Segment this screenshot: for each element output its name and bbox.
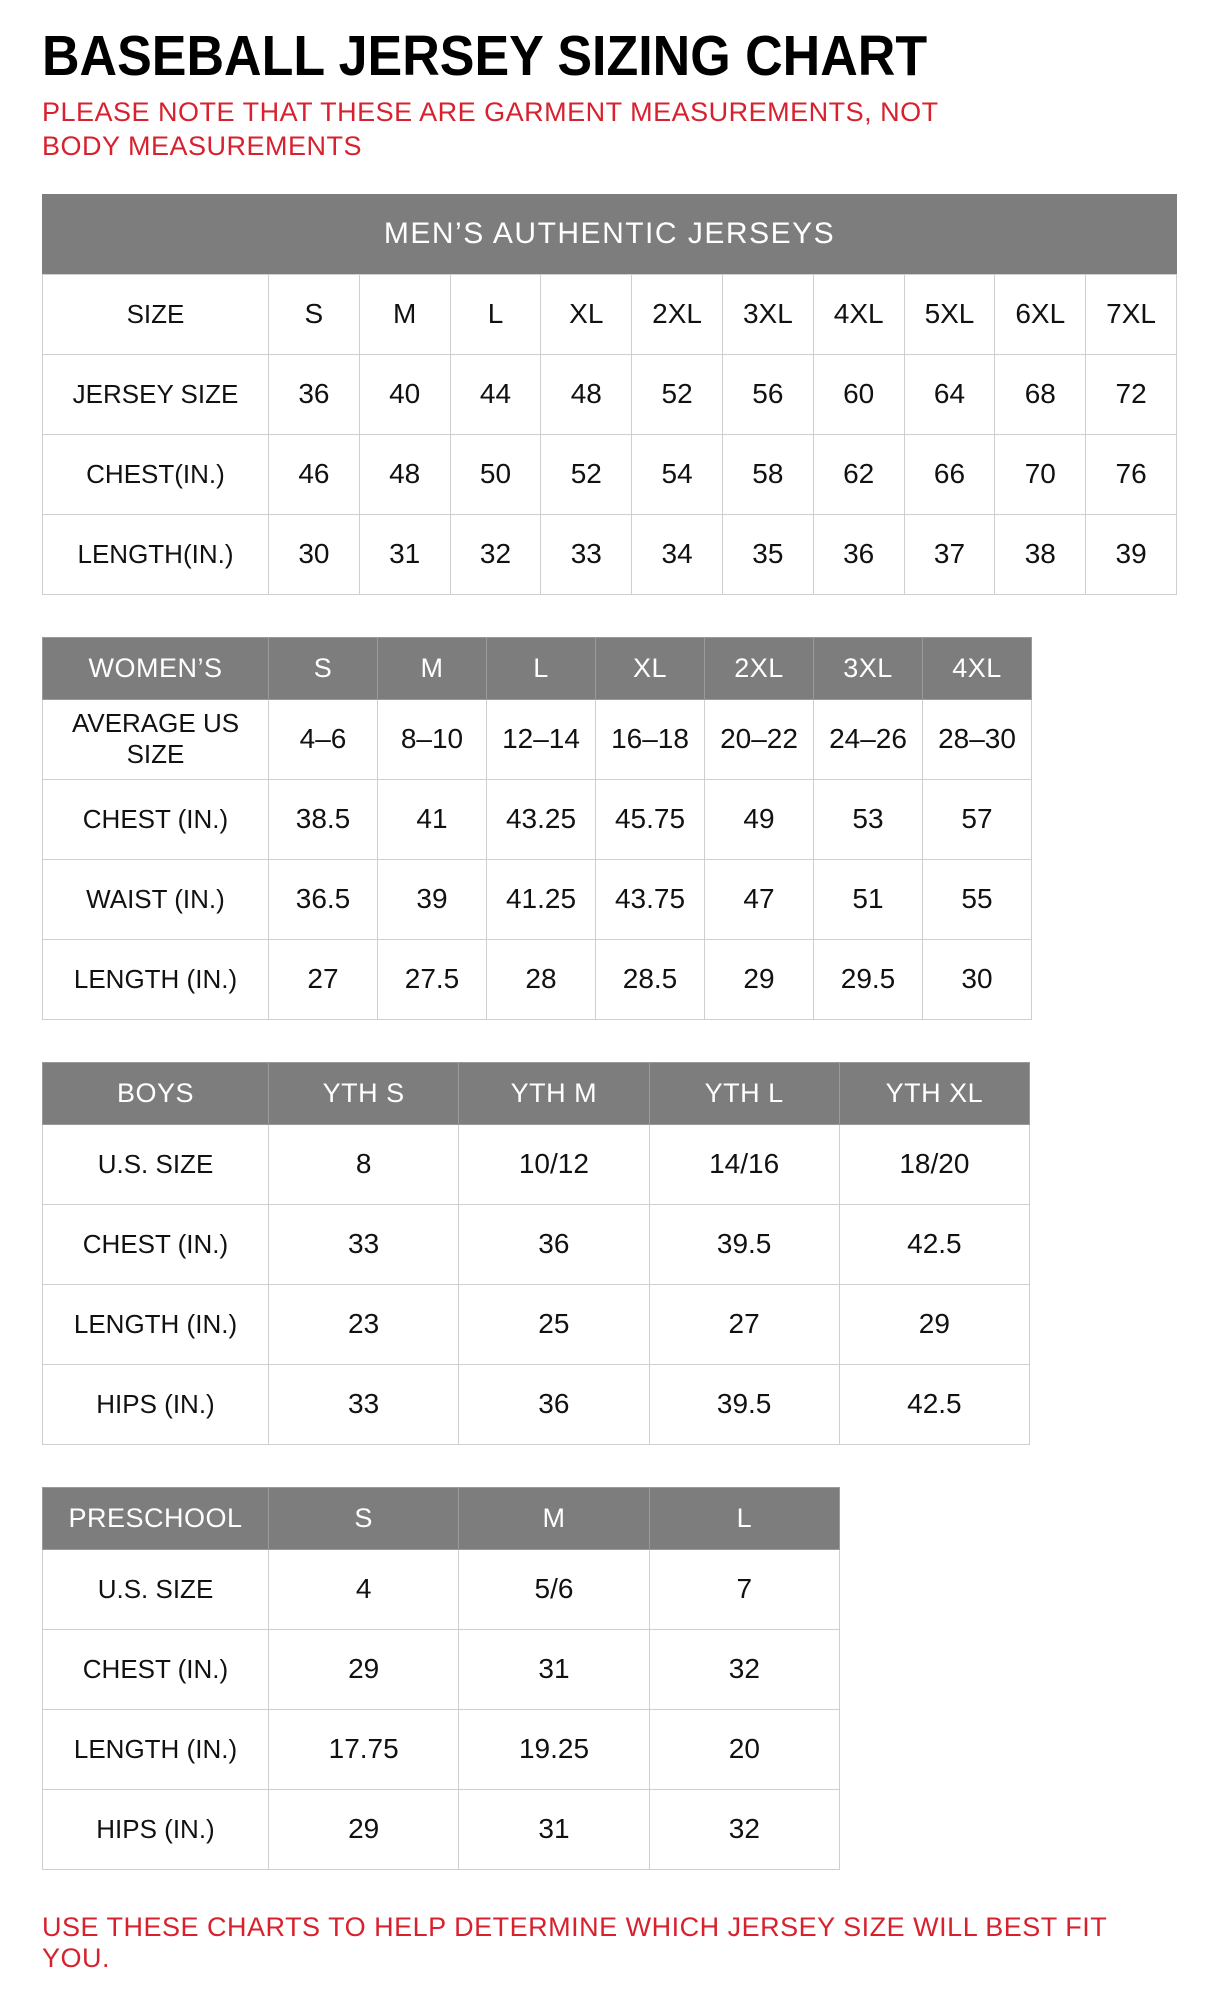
value-cell: 55 (923, 859, 1032, 939)
column-header-cell: 3XL (814, 637, 923, 699)
value-cell: 7 (649, 1549, 839, 1629)
value-cell: 33 (269, 1364, 459, 1444)
column-header-cell: XL (596, 637, 705, 699)
column-header-cell: WOMEN’S (43, 637, 269, 699)
row-label-cell: AVERAGE US SIZE (43, 699, 269, 779)
column-header-cell: M (378, 637, 487, 699)
column-header-cell: YTH XL (839, 1062, 1029, 1124)
value-cell: 64 (904, 354, 995, 434)
value-cell: 29 (839, 1284, 1029, 1364)
table-row (43, 1549, 840, 1629)
value-cell: 41.25 (487, 859, 596, 939)
column-header-cell: YTH M (459, 1062, 649, 1124)
mens-table-banner: MEN’S AUTHENTIC JERSEYS (42, 194, 1177, 274)
table-row (43, 859, 1032, 939)
value-cell: 57 (923, 779, 1032, 859)
value-cell: 66 (904, 434, 995, 514)
column-header-cell: 2XL (705, 637, 814, 699)
value-cell: 12–14 (487, 699, 596, 779)
value-cell: 3XL (722, 274, 813, 354)
row-label-cell: LENGTH(IN.) (43, 514, 269, 594)
value-cell: 39 (1086, 514, 1177, 594)
value-cell: 4 (269, 1549, 459, 1629)
value-cell: 38 (995, 514, 1086, 594)
column-header-cell: 4XL (923, 637, 1032, 699)
value-cell: 5/6 (459, 1549, 649, 1629)
column-header-cell: S (269, 637, 378, 699)
value-cell: 28–30 (923, 699, 1032, 779)
table-row (43, 699, 1032, 779)
value-cell: 19.25 (459, 1709, 649, 1789)
value-cell: 4–6 (269, 699, 378, 779)
value-cell: 31 (359, 514, 450, 594)
value-cell: 28.5 (596, 939, 705, 1019)
value-cell: 30 (269, 514, 360, 594)
value-cell: 14/16 (649, 1124, 839, 1204)
value-cell: 60 (813, 354, 904, 434)
boys-sizing-table (42, 1062, 1030, 1445)
value-cell: 56 (722, 354, 813, 434)
header-row (43, 1487, 840, 1549)
value-cell: 42.5 (839, 1364, 1029, 1444)
value-cell: 51 (814, 859, 923, 939)
value-cell: 36 (269, 354, 360, 434)
value-cell: 46 (269, 434, 360, 514)
value-cell: 2XL (632, 274, 723, 354)
garment-measurement-note: PLEASE NOTE THAT THESE ARE GARMENT MEASUREMENTS, NOT BODY MEASUREMENTS (42, 97, 939, 161)
value-cell: 20–22 (705, 699, 814, 779)
value-cell: 32 (649, 1789, 839, 1869)
value-cell: 38.5 (269, 779, 378, 859)
value-cell: 39.5 (649, 1204, 839, 1284)
value-cell: 32 (450, 514, 541, 594)
value-cell: 34 (632, 514, 723, 594)
header-row (43, 637, 1032, 699)
column-header-cell: L (487, 637, 596, 699)
column-header-cell: L (649, 1487, 839, 1549)
table-row (43, 939, 1032, 1019)
value-cell: 43.75 (596, 859, 705, 939)
value-cell: 40 (359, 354, 450, 434)
value-cell: 42.5 (839, 1204, 1029, 1284)
row-label-cell: LENGTH (IN.) (43, 1284, 269, 1364)
table-row (43, 514, 1177, 594)
row-label-cell: CHEST (IN.) (43, 1204, 269, 1284)
value-cell: 49 (705, 779, 814, 859)
value-cell: 33 (541, 514, 632, 594)
row-label-cell: CHEST(IN.) (43, 434, 269, 514)
value-cell: 28 (487, 939, 596, 1019)
column-header-cell: YTH S (269, 1062, 459, 1124)
value-cell: 36 (459, 1364, 649, 1444)
row-label-cell: U.S. SIZE (43, 1124, 269, 1204)
value-cell: 44 (450, 354, 541, 434)
value-cell: 6XL (995, 274, 1086, 354)
row-label-cell: LENGTH (IN.) (43, 939, 269, 1019)
value-cell: 27 (269, 939, 378, 1019)
value-cell: 8–10 (378, 699, 487, 779)
row-label-cell: U.S. SIZE (43, 1549, 269, 1629)
column-header-cell: M (459, 1487, 649, 1549)
value-cell: 8 (269, 1124, 459, 1204)
value-cell: 33 (269, 1204, 459, 1284)
value-cell: 76 (1086, 434, 1177, 514)
value-cell: 36 (813, 514, 904, 594)
table-row (43, 1629, 840, 1709)
value-cell: 72 (1086, 354, 1177, 434)
table-row (43, 1709, 840, 1789)
mens-sizing-table (42, 274, 1177, 595)
value-cell: 39 (378, 859, 487, 939)
value-cell: 43.25 (487, 779, 596, 859)
row-label-cell: WAIST (IN.) (43, 859, 269, 939)
table-row (43, 434, 1177, 514)
row-label-cell: SIZE (43, 274, 269, 354)
value-cell: 29 (269, 1629, 459, 1709)
value-cell: 31 (459, 1789, 649, 1869)
value-cell: 10/12 (459, 1124, 649, 1204)
value-cell: 4XL (813, 274, 904, 354)
table-row (43, 274, 1177, 354)
value-cell: 32 (649, 1629, 839, 1709)
page-title: BASEBALL JERSEY SIZING CHART (42, 25, 928, 88)
value-cell: 68 (995, 354, 1086, 434)
value-cell: 48 (359, 434, 450, 514)
value-cell: S (269, 274, 360, 354)
value-cell: 45.75 (596, 779, 705, 859)
value-cell: 35 (722, 514, 813, 594)
row-label-cell: LENGTH (IN.) (43, 1709, 269, 1789)
row-label-cell: HIPS (IN.) (43, 1364, 269, 1444)
value-cell: L (450, 274, 541, 354)
table-row (43, 779, 1032, 859)
header-row (43, 1062, 1030, 1124)
column-header-cell: S (269, 1487, 459, 1549)
value-cell: 31 (459, 1629, 649, 1709)
column-header-cell: YTH L (649, 1062, 839, 1124)
value-cell: 18/20 (839, 1124, 1029, 1204)
value-cell: 23 (269, 1284, 459, 1364)
value-cell: 27 (649, 1284, 839, 1364)
mens-table-section (42, 194, 1178, 595)
preschool-sizing-table (42, 1487, 840, 1870)
table-row (43, 1124, 1030, 1204)
row-label-cell: CHEST (IN.) (43, 779, 269, 859)
value-cell: 58 (722, 434, 813, 514)
value-cell: 20 (649, 1709, 839, 1789)
value-cell: 36.5 (269, 859, 378, 939)
value-cell: 25 (459, 1284, 649, 1364)
value-cell: 29 (705, 939, 814, 1019)
value-cell: 24–26 (814, 699, 923, 779)
value-cell: 29.5 (814, 939, 923, 1019)
row-label-cell: CHEST (IN.) (43, 1629, 269, 1709)
table-row (43, 1364, 1030, 1444)
table-row (43, 354, 1177, 434)
value-cell: 52 (632, 354, 723, 434)
table-row (43, 1789, 840, 1869)
value-cell: 29 (269, 1789, 459, 1869)
value-cell: 47 (705, 859, 814, 939)
value-cell: 30 (923, 939, 1032, 1019)
column-header-cell: PRESCHOOL (43, 1487, 269, 1549)
value-cell: 7XL (1086, 274, 1177, 354)
value-cell: 62 (813, 434, 904, 514)
column-header-cell: BOYS (43, 1062, 269, 1124)
value-cell: 16–18 (596, 699, 705, 779)
value-cell: 5XL (904, 274, 995, 354)
value-cell: 36 (459, 1204, 649, 1284)
value-cell: 70 (995, 434, 1086, 514)
row-label-cell: HIPS (IN.) (43, 1789, 269, 1869)
table-row (43, 1204, 1030, 1284)
value-cell: 50 (450, 434, 541, 514)
value-cell: 41 (378, 779, 487, 859)
row-label-cell: JERSEY SIZE (43, 354, 269, 434)
table-row (43, 1284, 1030, 1364)
value-cell: 37 (904, 514, 995, 594)
value-cell: M (359, 274, 450, 354)
value-cell: 53 (814, 779, 923, 859)
value-cell: 52 (541, 434, 632, 514)
value-cell: 54 (632, 434, 723, 514)
value-cell: 27.5 (378, 939, 487, 1019)
value-cell: 48 (541, 354, 632, 434)
value-cell: 17.75 (269, 1709, 459, 1789)
value-cell: 39.5 (649, 1364, 839, 1444)
womens-sizing-table (42, 637, 1032, 1020)
footer-note: USE THESE CHARTS TO HELP DETERMINE WHICH JERSEY SIZE WILL BEST FIT YOU. (42, 1911, 1107, 1973)
value-cell: XL (541, 274, 632, 354)
